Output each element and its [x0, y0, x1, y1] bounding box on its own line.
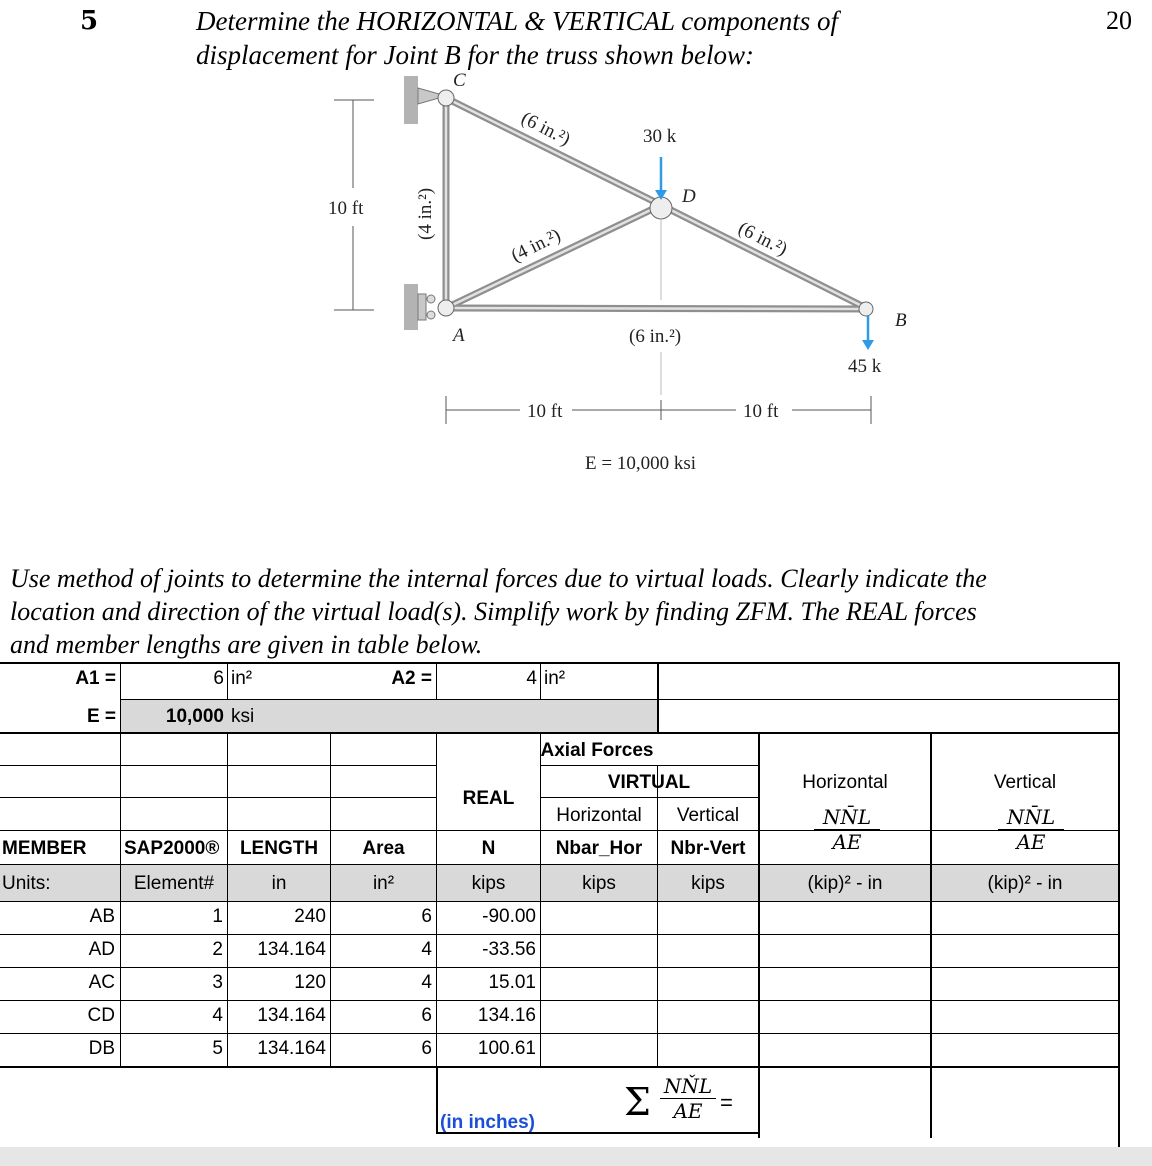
row-length: 120: [294, 972, 326, 993]
header-sap2000: SAP2000®: [124, 838, 220, 859]
wall-support-a: [404, 284, 418, 330]
row-length: 134.164: [257, 1005, 326, 1026]
horizontal-fraction-num: NN̄L: [814, 805, 880, 830]
units-nbar-hor: kips: [582, 873, 616, 894]
row-length: 240: [294, 906, 326, 927]
joint-c: [438, 90, 454, 106]
instructions-line-2: location and direction of the virtual load(s). Simplify work by finding ZFM. The REAL forces: [10, 597, 977, 626]
row-member: AC: [88, 972, 115, 993]
row-length: 134.164: [257, 1038, 326, 1059]
units-n: kips: [471, 873, 506, 894]
in-inches-label: (in inches): [440, 1112, 536, 1133]
joint-d: [650, 197, 672, 219]
units-horizontal: (kip)² - in: [807, 873, 883, 894]
prompt-line-1: Determine the HORIZONTAL & VERTICAL components of: [196, 6, 838, 36]
row-element: 3: [212, 972, 223, 993]
a2-label: A2 =: [391, 668, 432, 689]
header-vertical: Vertical: [993, 772, 1057, 793]
label-joint-a: A: [453, 325, 465, 346]
row-n: -90.00: [482, 906, 536, 927]
units-area: in²: [372, 873, 395, 894]
header-horizontal-fraction: [814, 805, 880, 854]
row-length: 134.164: [257, 939, 326, 960]
e-value: 10,000: [165, 706, 224, 727]
label-area-ad: (4 in.²): [507, 224, 565, 267]
joint-a: [438, 300, 454, 316]
units-label: Units:: [2, 873, 51, 894]
e-unit: ksi: [231, 706, 255, 727]
label-load-d: 30 k: [643, 126, 677, 147]
row-element: 2: [212, 939, 223, 960]
row-n: 100.61: [477, 1038, 536, 1059]
joint-b: [859, 302, 873, 316]
label-joint-b: B: [895, 310, 907, 331]
header-virtual-horizontal: Horizontal: [556, 805, 642, 826]
label-load-b: 45 k: [848, 356, 882, 377]
row-n: 15.01: [488, 972, 536, 993]
header-axial-forces: Axial Forces: [540, 740, 654, 761]
a1-label: A1 =: [75, 668, 116, 689]
question-number: 5: [80, 6, 99, 36]
label-joint-d: D: [682, 186, 696, 207]
question-points: 20: [1106, 6, 1132, 35]
a1-value: 6: [213, 668, 224, 689]
header-area: Area: [362, 838, 405, 859]
header-horizontal: Horizontal: [802, 772, 888, 793]
header-nbar-vert: Nbr-Vert: [670, 838, 746, 859]
row-n: 134.16: [477, 1005, 536, 1026]
vertical-fraction-num: NN̄L: [998, 805, 1064, 830]
header-real: REAL: [462, 788, 515, 809]
header-nbar-hor: Nbar_Hor: [555, 838, 643, 859]
a2-unit: in²: [544, 668, 566, 689]
row-area: 4: [421, 972, 432, 993]
vertical-fraction-den: AE: [1016, 830, 1046, 854]
header-length: LENGTH: [239, 838, 319, 859]
row-member: AD: [88, 939, 115, 960]
label-modulus: E = 10,000 ksi: [585, 453, 696, 474]
header-virtual: VIRTUAL: [607, 772, 691, 793]
label-joint-c: C: [453, 70, 466, 91]
header-vertical-fraction: [998, 805, 1064, 854]
a1-unit: in²: [231, 668, 253, 689]
spreadsheet: [0, 662, 1120, 1147]
label-area-ac: (4 in.²): [415, 187, 436, 240]
label-span1-dim: 10 ft: [527, 401, 563, 422]
header-member: MEMBER: [2, 838, 87, 859]
label-span2-dim: 10 ft: [743, 401, 779, 422]
wall-support-c: [404, 76, 418, 124]
row-area: 6: [421, 1005, 432, 1026]
label-height-dim: 10 ft: [328, 198, 364, 219]
row-n: -33.56: [482, 939, 536, 960]
row-area: 4: [421, 939, 432, 960]
horizontal-fraction-den: AE: [832, 830, 862, 854]
instructions-line-3: and member lengths are given in table below.: [10, 630, 483, 659]
sum-fraction-num: NŇL: [660, 1074, 716, 1099]
row-member: CD: [87, 1005, 115, 1026]
bottom-bar: [0, 1147, 1152, 1166]
units-vertical: (kip)² - in: [987, 873, 1063, 894]
header-virtual-vertical: Vertical: [676, 805, 740, 826]
units-length: in: [271, 873, 287, 894]
row-area: 6: [421, 906, 432, 927]
instructions-line-1: Use method of joints to determine the internal forces due to virtual loads. Clearly indicate the: [10, 564, 987, 593]
label-area-cd: (6 in.²): [517, 107, 574, 151]
label-area-db: (6 in.²): [734, 217, 791, 261]
row-member: AB: [89, 906, 115, 927]
prompt-line-2: displacement for Joint B for the truss shown below:: [196, 40, 754, 70]
sum-equals: =: [720, 1090, 733, 1115]
row-member: DB: [88, 1038, 115, 1059]
sum-fraction: [660, 1074, 716, 1123]
a2-value: 4: [526, 668, 537, 689]
sum-symbol: Σ: [624, 1080, 651, 1124]
e-label: E =: [86, 706, 116, 727]
sum-fraction-den: AE: [673, 1099, 703, 1123]
label-area-ab: (6 in.²): [629, 326, 682, 347]
row-element: 1: [212, 906, 223, 927]
roller-support-a: [418, 294, 426, 320]
header-n: N: [481, 838, 496, 859]
units-nbar-vert: kips: [691, 873, 725, 894]
units-element: Element#: [133, 873, 215, 894]
instructions: [10, 562, 1110, 661]
row-element: 4: [212, 1005, 223, 1026]
row-area: 6: [421, 1038, 432, 1059]
truss-figure: [0, 0, 1152, 560]
row-element: 5: [212, 1038, 223, 1059]
